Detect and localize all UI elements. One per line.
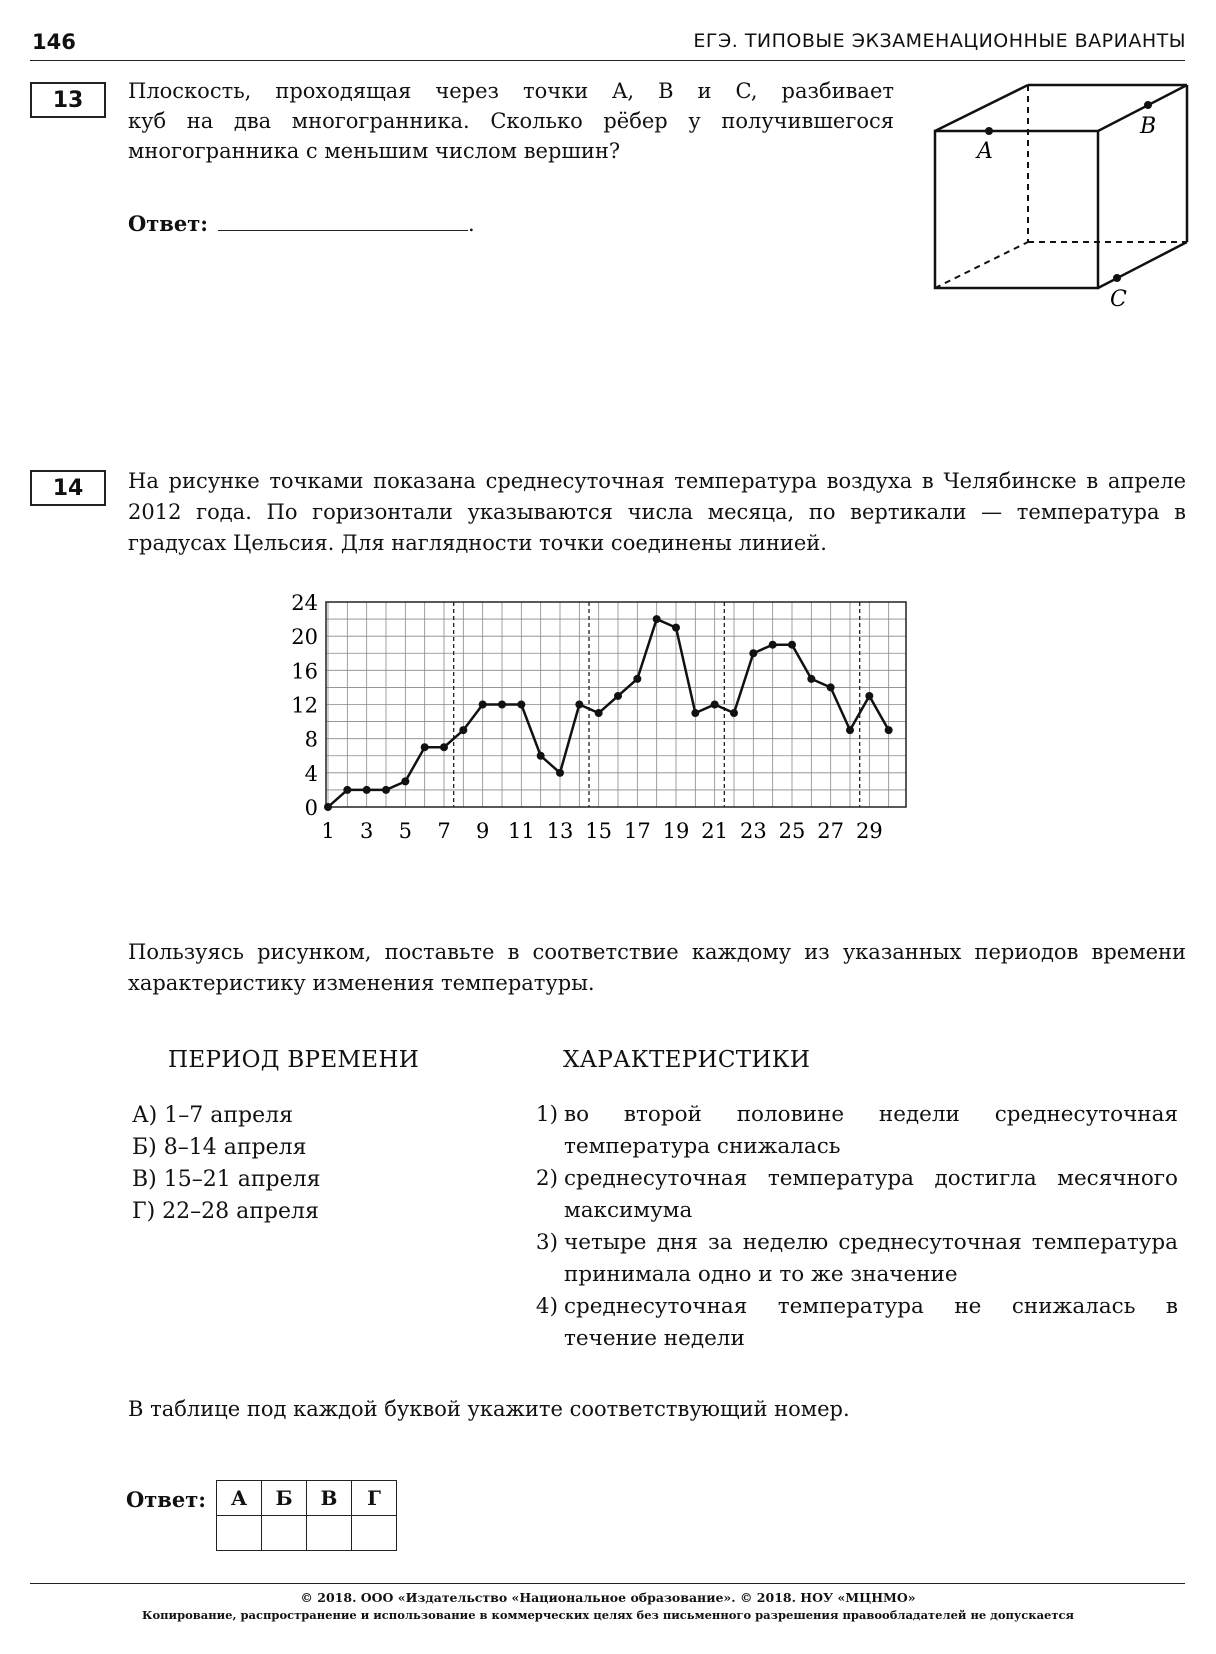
label-a: A [977, 139, 993, 164]
answer-cell-a[interactable] [217, 1516, 262, 1551]
footer-notice: Копирование, распространение и использование в коммерческих целях без письменного разрешения правообладателей не допускается [141, 1608, 1074, 1622]
answer-header-b: Б [262, 1481, 307, 1516]
footer-copyright: © 2018. ООО «Издательство «Национальное образование». © 2018. НОУ «МЦНМО» [300, 1590, 916, 1605]
characteristic-3-text: четыре дня за неделю среднесуточная температура принимала одно и то же значение [564, 1230, 1178, 1287]
period-a: А) 1–7 апреля [132, 1103, 293, 1128]
running-header: ЕГЭ. ТИПОВЫЕ ЭКЗАМЕНАЦИОННЫЕ ВАРИАНТЫ [693, 30, 1186, 52]
data-point [459, 726, 467, 734]
data-point [343, 786, 351, 794]
x-tick-label: 21 [701, 819, 729, 843]
answer-cell-v[interactable] [307, 1516, 352, 1551]
data-point [711, 701, 719, 709]
data-point [324, 803, 332, 811]
data-point [440, 743, 448, 751]
data-point [633, 675, 641, 683]
data-point [517, 701, 525, 709]
periods-list [132, 1100, 320, 1228]
task-13-line-1: Плоскость, проходящая через точки A, B и C, разбивает [128, 79, 894, 103]
y-tick-label: 16 [291, 659, 318, 684]
period-b: Б) 8–14 апреля [132, 1135, 307, 1160]
cube-hidden-edge [935, 242, 1028, 288]
characteristic-2-number: 2) [535, 1166, 558, 1191]
cube-figure [925, 78, 1200, 310]
x-tick-label: 27 [817, 819, 845, 843]
answer-header-a: А [217, 1481, 262, 1516]
y-tick-label: 12 [291, 693, 318, 718]
characteristic-3-number: 3) [535, 1230, 558, 1255]
data-point [807, 675, 815, 683]
data-point [846, 726, 854, 734]
x-tick-label: 23 [739, 819, 767, 843]
task-14-number: 14 [52, 475, 84, 501]
label-c: C [1110, 287, 1127, 310]
data-point [382, 786, 390, 794]
data-point [749, 649, 757, 657]
x-tick-label: 25 [778, 819, 806, 843]
y-tick-label: 24 [291, 591, 318, 615]
footer-divider [30, 1583, 1185, 1584]
characteristic-1-number: 1) [535, 1102, 558, 1127]
characteristics-list [522, 1099, 1178, 1355]
data-point [575, 701, 583, 709]
characteristic-4-text: среднесуточная температура не снижалась в течение недели [564, 1294, 1178, 1351]
point-c [1113, 274, 1121, 282]
answer-cell-b[interactable] [262, 1516, 307, 1551]
data-point [885, 726, 893, 734]
x-tick-label: 15 [585, 819, 613, 843]
characteristic-4-number: 4) [535, 1294, 558, 1319]
cube-front-face [935, 131, 1098, 288]
y-tick-label: 4 [304, 761, 318, 786]
x-tick-label: 19 [662, 819, 690, 843]
data-point [401, 777, 409, 785]
point-b [1144, 101, 1152, 109]
characteristic-1 [522, 1099, 1178, 1163]
x-tick-label: 1 [321, 819, 335, 843]
x-tick-label: 3 [359, 819, 374, 843]
answer-cell-g[interactable] [352, 1516, 397, 1551]
data-point [421, 743, 429, 751]
task-13-answer-label: Ответ: [128, 211, 209, 236]
y-tick-label: 0 [304, 796, 318, 820]
data-point [595, 709, 603, 717]
x-tick-label: 11 [507, 819, 535, 843]
x-tick-label: 29 [855, 819, 883, 843]
x-tick-label: 17 [623, 819, 651, 843]
header-divider [30, 60, 1185, 61]
data-point [691, 709, 699, 717]
task-14-intro: На рисунке точками показана среднесуточная температура воздуха в Челябинске в апреле 2012 года. По горизонтали указываются числа месяца, по вертикали — температура в градусах Цельсия. Для наглядности точки соединены линией. [128, 469, 1186, 555]
characteristic-2 [522, 1163, 1178, 1227]
task-14-answer-label: Ответ: [126, 1487, 207, 1512]
period-g: Г) 22–28 апреля [132, 1199, 319, 1224]
data-point [614, 692, 622, 700]
characteristic-1-text: во второй половине недели среднесуточная температура снижалась [564, 1102, 1178, 1159]
data-point [730, 709, 738, 717]
page-number: 146 [32, 30, 76, 54]
temperature-line [328, 619, 889, 807]
x-tick-label: 7 [437, 819, 451, 843]
answer-header-v: В [307, 1481, 352, 1516]
data-point [827, 683, 835, 691]
characteristic-4 [522, 1291, 1178, 1355]
data-point [537, 752, 545, 760]
data-point [498, 701, 506, 709]
periods-heading: ПЕРИОД ВРЕМЕНИ [168, 1047, 420, 1073]
table-instruction: В таблице под каждой буквой укажите соответствующий номер. [128, 1397, 850, 1421]
data-point [672, 624, 680, 632]
characteristic-3 [522, 1227, 1178, 1291]
y-tick-label: 20 [291, 625, 318, 650]
task-13-text [128, 76, 894, 166]
task-13-number: 13 [52, 87, 84, 113]
cube-edge [1098, 242, 1187, 288]
temperature-chart [290, 590, 930, 880]
answer-table [216, 1480, 397, 1551]
point-a [985, 127, 993, 135]
task-13-answer-row [128, 210, 475, 236]
data-point [865, 692, 873, 700]
data-point [653, 615, 661, 623]
task-13-line-2: куб на два многогранника. Сколько рёбер у получившегося [128, 109, 894, 133]
chart-grid [326, 602, 906, 807]
period-v: В) 15–21 апреля [132, 1167, 321, 1192]
task-14-number-box [30, 470, 106, 506]
task-13-answer-period: . [468, 212, 475, 236]
label-b: B [1140, 114, 1157, 139]
x-tick-label: 5 [398, 819, 413, 843]
x-tick-label: 13 [546, 819, 574, 843]
task-13-line-3: многогранника с меньшим числом вершин? [128, 139, 621, 163]
characteristics-heading: ХАРАКТЕРИСТИКИ [563, 1047, 811, 1073]
task-13-answer-field[interactable] [218, 210, 468, 231]
data-point [479, 701, 487, 709]
cube-edge [935, 85, 1028, 131]
data-point [363, 786, 371, 794]
task-14-instruction: Пользуясь рисунком, поставьте в соответствие каждому из указанных периодов времени характеристику изменения температуры. [128, 940, 1186, 995]
answer-header-g: Г [352, 1481, 397, 1516]
characteristic-2-text: среднесуточная температура достигла месячного максимума [564, 1166, 1178, 1223]
x-tick-label: 9 [475, 819, 490, 843]
data-point [788, 641, 796, 649]
data-point [769, 641, 777, 649]
y-tick-label: 8 [304, 727, 318, 752]
task-13-number-box [30, 82, 106, 118]
data-point [556, 769, 564, 777]
